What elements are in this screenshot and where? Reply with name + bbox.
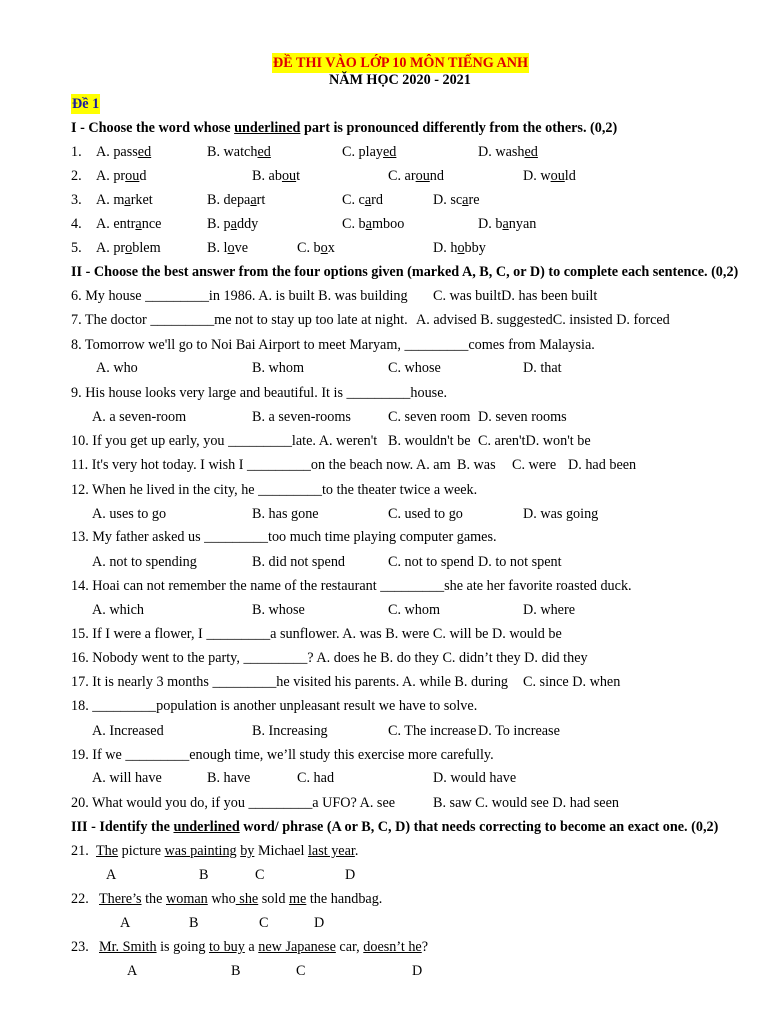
exam-number: Đề 1 — [72, 96, 100, 112]
q8-text: 8. Tomorrow we'll go to Noi Bai Airport to meet Maryam, _________comes from Malaysia. — [71, 337, 595, 353]
question-19 — [0, 745, 768, 765]
q19-option-a: A. will have — [92, 770, 162, 786]
q3-number: 3. — [71, 192, 82, 208]
q21-number: 21. — [71, 843, 89, 859]
q21-letter-b: B — [199, 867, 209, 883]
q1-option-c: C. played — [342, 144, 397, 160]
q19-text: 19. If we _________enough time, we’ll study this exercise more carefully. — [71, 747, 494, 763]
q8-option-d: D. that — [523, 360, 562, 376]
q2-option-a: A. proud — [96, 168, 147, 184]
question-8-options — [0, 358, 768, 378]
q4-option-d: D. banyan — [478, 216, 537, 232]
q19-option-c: C. had — [297, 770, 335, 786]
q11-text: 11. It's very hot today. I wish I _________on the beach now. A. am — [71, 457, 451, 473]
q21-sentence: The picture was painting by Michael last year. — [96, 843, 359, 859]
question-3 — [0, 190, 768, 210]
q4-option-a: A. entrance — [96, 216, 162, 232]
doc-title: ĐỀ THI VÀO LỚP 10 MÔN TIẾNG ANH — [273, 55, 529, 71]
q13-option-b: B. did not spend — [252, 554, 346, 570]
q21-letter-c: C — [255, 867, 265, 883]
q5-option-c: C. box — [297, 240, 335, 256]
question-20 — [0, 793, 768, 813]
q13-text: 13. My father asked us _________too much time playing computer games. — [71, 529, 497, 545]
doc-year-line — [0, 70, 768, 90]
q22-letter-a: A — [120, 915, 131, 931]
q22-letter-c: C — [259, 915, 269, 931]
q2-option-d: D. would — [523, 168, 576, 184]
q1-option-b: B. watched — [207, 144, 271, 160]
question-6 — [0, 286, 768, 306]
q3-option-d: D. scare — [433, 192, 480, 208]
q9-option-b: B. a seven-rooms — [252, 409, 351, 425]
question-15 — [0, 624, 768, 644]
q15-text: 15. If I were a flower, I _________a sunflower. A. was B. were C. will be D. would be — [71, 626, 562, 642]
question-9 — [0, 383, 768, 403]
q16-text: 16. Nobody went to the party, _________? A. does he B. do they C. didn’t they D. did they — [71, 650, 588, 666]
section3-heading-post: word/ phrase (A or B, C, D) that needs correcting to become an exact one. (0,2) — [239, 819, 719, 835]
q22-letter-b: B — [189, 915, 199, 931]
question-5 — [0, 238, 768, 258]
exam-number-line — [0, 94, 768, 114]
q20-text: 20. What would you do, if you _________a UFO? A. see — [71, 795, 396, 811]
q23-number: 23. — [71, 939, 89, 955]
q4-number: 4. — [71, 216, 82, 232]
q23-letter-d: D — [412, 963, 423, 979]
question-2 — [0, 166, 768, 186]
section3-heading-pre: III - Identify the — [71, 819, 174, 835]
q9-option-a: A. a seven-room — [92, 409, 187, 425]
q2-option-b: B. about — [252, 168, 301, 184]
question-18 — [0, 696, 768, 716]
q18-option-d: D. To increase — [478, 723, 560, 739]
q2-option-c: C. around — [388, 168, 444, 184]
question-23-letters — [0, 961, 768, 981]
q17-options-cd: C. since D. when — [523, 674, 621, 690]
section3-heading — [0, 817, 768, 837]
q9-option-c: C. seven room — [388, 409, 471, 425]
q2-number: 2. — [71, 168, 82, 184]
q12-option-b: B. has gone — [252, 506, 319, 522]
question-16 — [0, 648, 768, 668]
q22-letter-d: D — [314, 915, 325, 931]
question-11 — [0, 455, 768, 475]
q1-option-a: A. passed — [96, 144, 152, 160]
q3-option-a: A. market — [96, 192, 153, 208]
q13-option-a: A. not to spending — [92, 554, 197, 570]
question-8 — [0, 335, 768, 355]
q4-option-b: B. paddy — [207, 216, 259, 232]
q18-text: 18. _________population is another unpleasant result we have to solve. — [71, 698, 478, 714]
question-12-options — [0, 504, 768, 524]
question-22-letters — [0, 913, 768, 933]
q3-option-b: B. depaart — [207, 192, 266, 208]
q18-option-c: C. The increase — [388, 723, 477, 739]
section2-heading — [0, 262, 768, 282]
q13-option-c: C. not to spend — [388, 554, 474, 570]
q4-option-c: C. bamboo — [342, 216, 405, 232]
q14-option-d: D. where — [523, 602, 575, 618]
q7-options: A. advised B. suggestedC. insisted D. forced — [416, 312, 670, 328]
q1-number: 1. — [71, 144, 82, 160]
question-12 — [0, 480, 768, 500]
q22-sentence: There’s the woman who she sold me the handbag. — [99, 891, 383, 907]
q18-option-a: A. Increased — [92, 723, 164, 739]
q12-text: 12. When he lived in the city, he _________to the theater twice a week. — [71, 482, 478, 498]
section1-heading-underlined: underlined — [234, 120, 301, 136]
question-10 — [0, 431, 768, 451]
question-19-options — [0, 768, 768, 788]
q11-option-d: D. had been — [568, 457, 637, 473]
q21-letter-d: D — [345, 867, 356, 883]
section3-heading-underlined: underlined — [173, 819, 240, 835]
q17-text: 17. It is nearly 3 months _________he visited his parents. A. while B. during — [71, 674, 509, 690]
q23-letter-c: C — [296, 963, 306, 979]
q10-options-cd: C. aren'tD. won't be — [478, 433, 591, 449]
q23-sentence: Mr. Smith is going to buy a new Japanese car, doesn’t he? — [99, 939, 429, 955]
q9-text: 9. His house looks very large and beautiful. It is _________house. — [71, 385, 448, 401]
q1-option-d: D. washed — [478, 144, 538, 160]
question-14 — [0, 576, 768, 596]
q19-option-b: B. have — [207, 770, 251, 786]
question-13-options — [0, 552, 768, 572]
q23-letter-b: B — [231, 963, 241, 979]
question-21 — [0, 841, 768, 861]
q14-option-b: B. whose — [252, 602, 305, 618]
q12-option-a: A. uses to go — [92, 506, 167, 522]
question-7 — [0, 310, 768, 330]
q10-option-b: B. wouldn't be — [388, 433, 471, 449]
q8-option-b: B. whom — [252, 360, 305, 376]
q18-option-b: B. Increasing — [252, 723, 328, 739]
q14-option-c: C. whom — [388, 602, 441, 618]
section1-heading-pre: I - Choose the word whose — [71, 120, 235, 136]
q6-options-cd: C. was builtD. has been built — [433, 288, 598, 304]
question-21-letters — [0, 865, 768, 885]
q14-text: 14. Hoai can not remember the name of the restaurant _________she ate her favorite roasted duck. — [71, 578, 632, 594]
q11-option-c: C. were — [512, 457, 557, 473]
question-9-options — [0, 407, 768, 427]
q21-letter-a: A — [106, 867, 117, 883]
q7-text: 7. The doctor _________me not to stay up too late at night. — [71, 312, 408, 328]
q13-option-d: D. to not spent — [478, 554, 562, 570]
question-1 — [0, 142, 768, 162]
q5-number: 5. — [71, 240, 82, 256]
question-14-options — [0, 600, 768, 620]
q10-text: 10. If you get up early, you _________late. A. weren't — [71, 433, 378, 449]
question-4 — [0, 214, 768, 234]
q9-option-d: D. seven rooms — [478, 409, 567, 425]
section1-heading-post: part is pronounced differently from the others. (0,2) — [300, 120, 618, 136]
q12-option-d: D. was going — [523, 506, 599, 522]
q12-option-c: C. used to go — [388, 506, 463, 522]
q19-option-d: D. would have — [433, 770, 517, 786]
question-22 — [0, 889, 768, 909]
q3-option-c: C. card — [342, 192, 383, 208]
q5-option-a: A. problem — [96, 240, 161, 256]
q20-options-bcd: B. saw C. would see D. had seen — [433, 795, 619, 811]
q5-option-d: D. hobby — [433, 240, 486, 256]
question-18-options — [0, 721, 768, 741]
q11-option-b: B. was — [457, 457, 496, 473]
q5-option-b: B. love — [207, 240, 248, 256]
q6-text: 6. My house _________in 1986. A. is built B. was building — [71, 288, 408, 304]
question-23 — [0, 937, 768, 957]
q22-number: 22. — [71, 891, 89, 907]
question-13 — [0, 527, 768, 547]
q14-option-a: A. which — [92, 602, 145, 618]
doc-year: NĂM HỌC 2020 - 2021 — [329, 72, 471, 88]
q23-letter-a: A — [127, 963, 138, 979]
section2-heading-text: II - Choose the best answer from the four options given (marked A, B, C, or D) to complete each sentence. (0,2) — [71, 264, 739, 280]
section1-heading — [0, 118, 768, 138]
question-17 — [0, 672, 768, 692]
q8-option-c: C. whose — [388, 360, 441, 376]
q8-option-a: A. who — [96, 360, 138, 376]
